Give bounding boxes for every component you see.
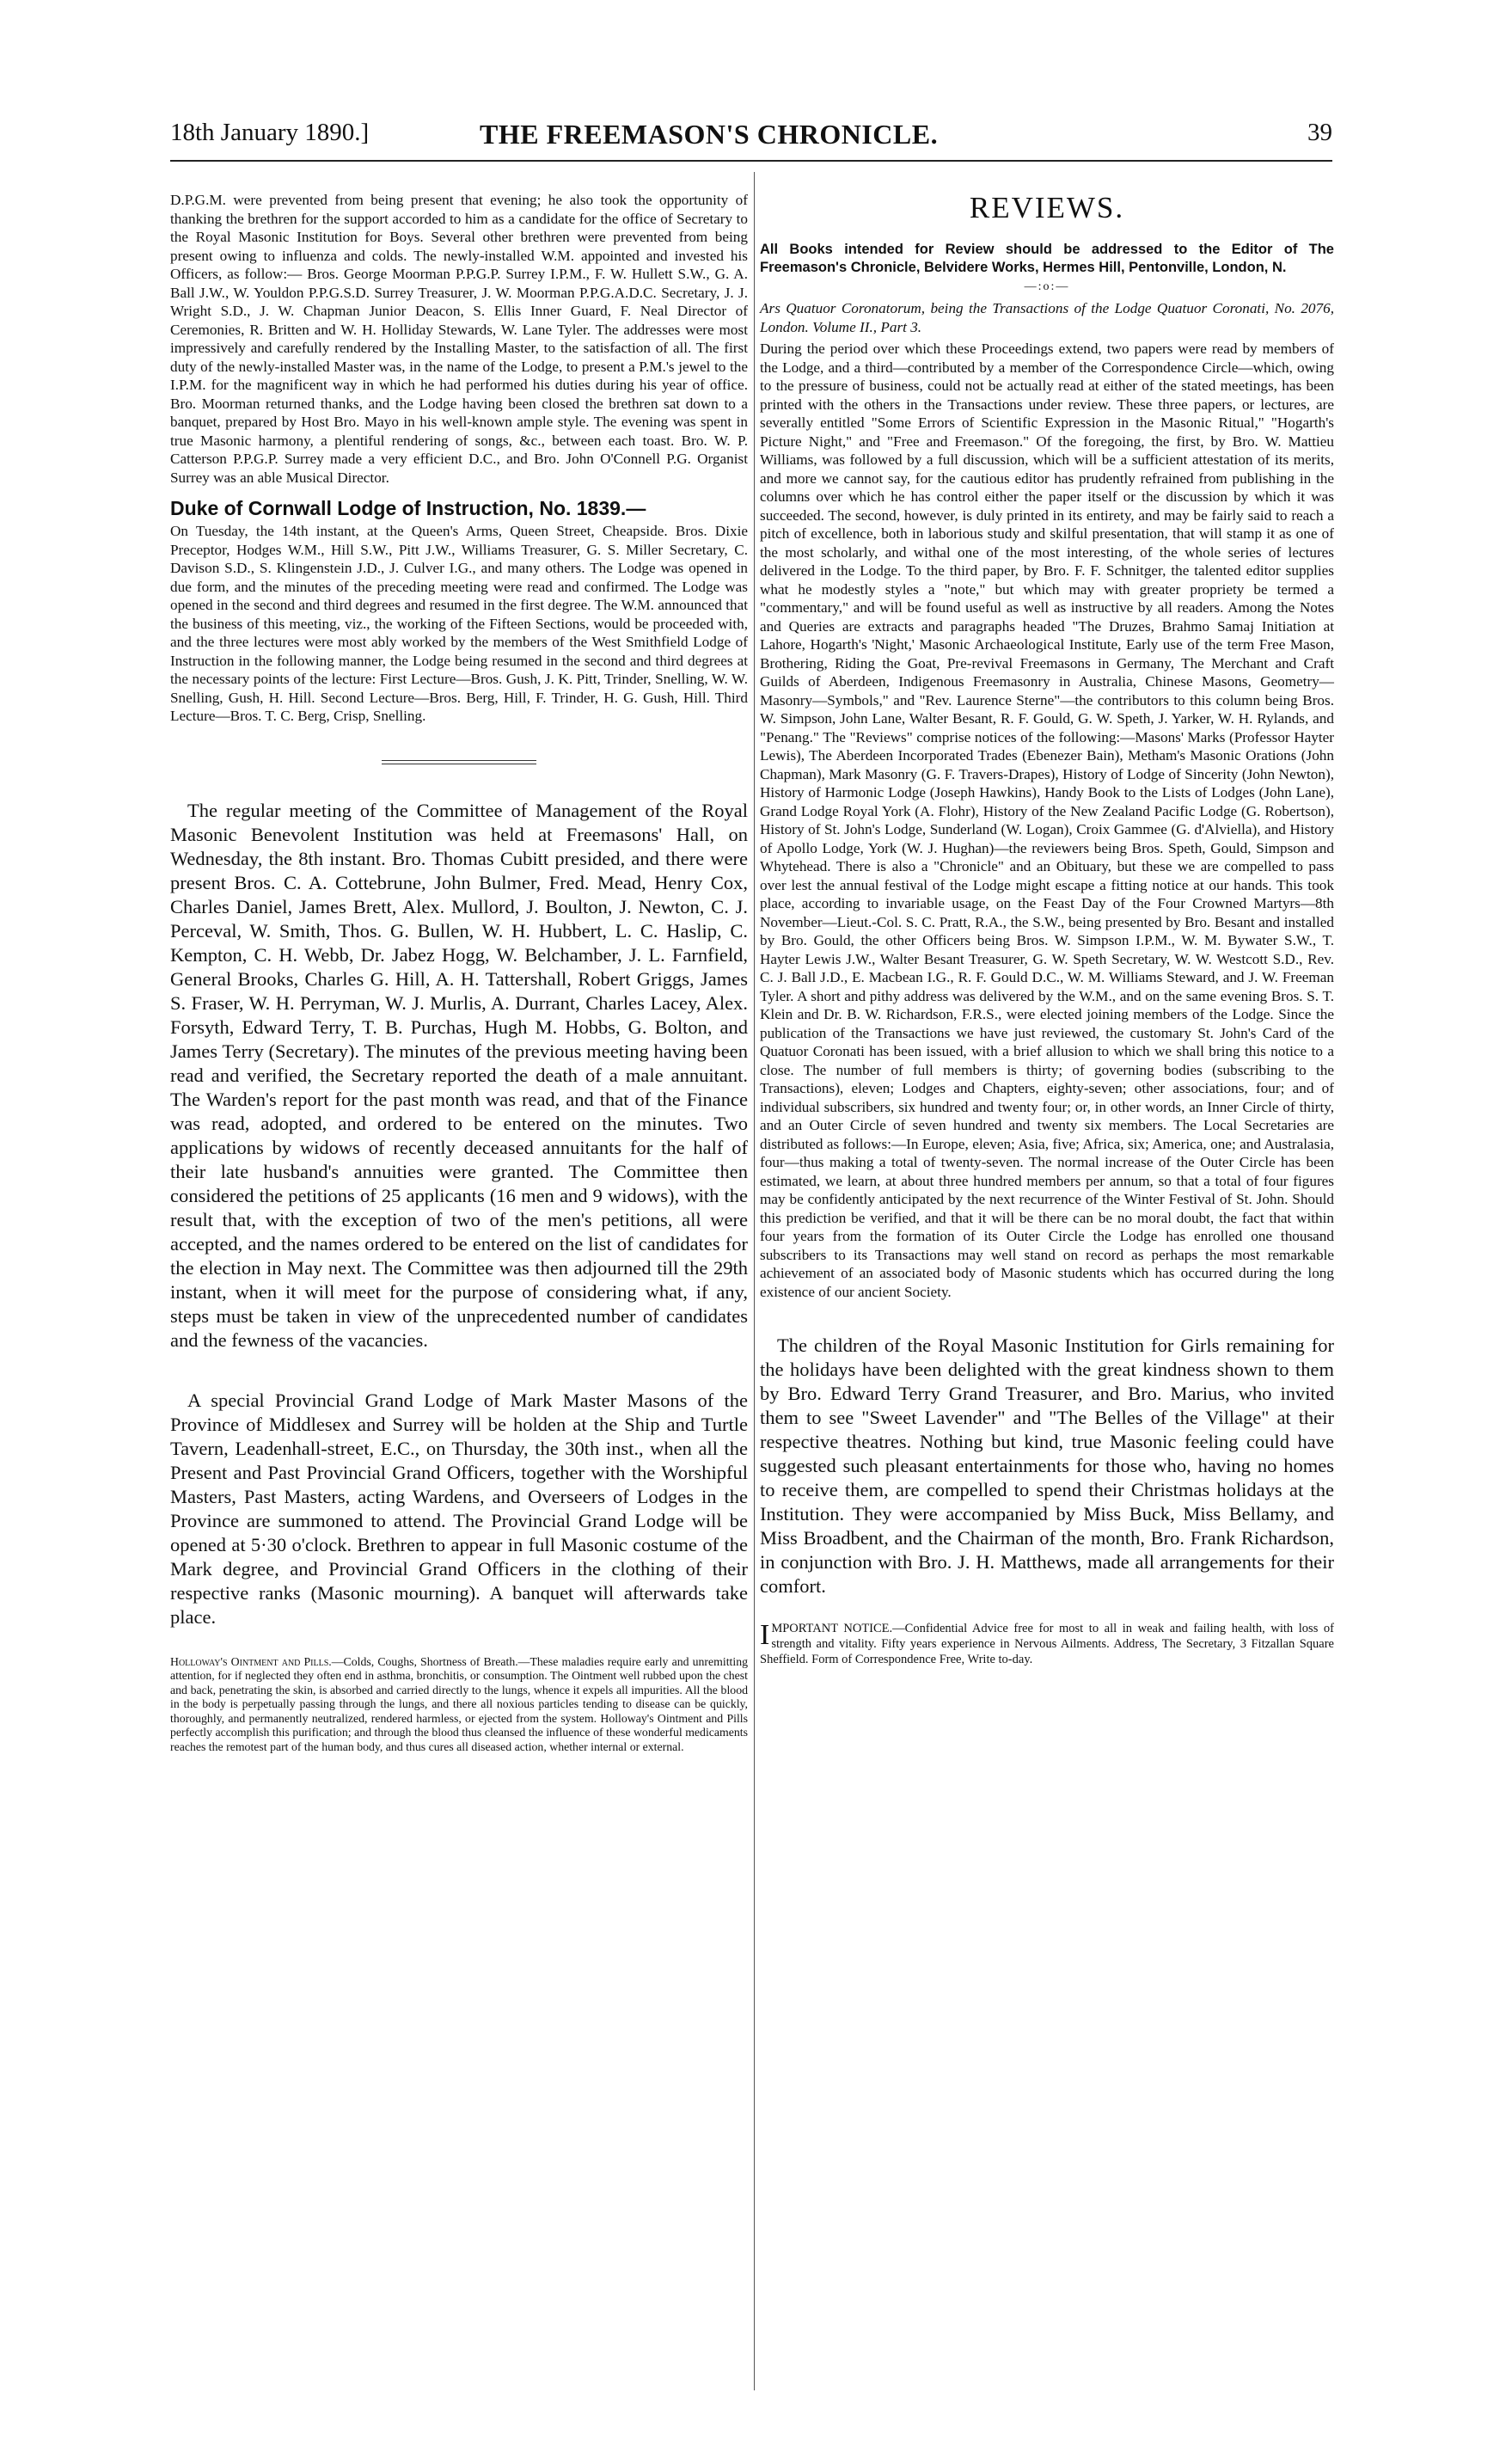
holloway-lead: Holloway's Ointment and Pills. [170,1654,332,1668]
publication-title: THE FREEMASON'S CHRONICLE. [480,119,939,150]
cornwall-lodge-heading: Duke of Cornwall Lodge of Instruction, No. 1839.— [170,497,646,519]
column-divider [754,172,755,2390]
issue-date: 18th January 1890.] [170,119,370,146]
review-body: During the period over which these Proceedings extend, two papers were read by members of the Lodge, and a third—contributed by a member of the Correspondence Circle—which, owing to the pressure of business, could not be actually read at either of the stated meetings, has been printed with the others in the Transactions under review. These three papers, or lectures, are severally entitled "Some Errors of Scientific Expression in the Masonic Ritual," "Hogarth's Picture Night," and "Free and Freemason." Of the foregoing, the first, by Bro. W. Mattieu Williams, was followed by a full discussion, which will be a sufficient attestation of its merits, and more we cannot say, for the cautious editor has prudently refrained from publishing in the columns over which he has control either the paper itself or the discussion by which it was succeeded. The second, however, is duly printed in its entirety, and may be fairly said to reach a pitch of excellence, both in laborious study and skilful presentation, that will stamp it as one of the most scholarly, and withal one of the most interesting, of the whole series of lectures delivered in the Lodge. To the third paper, by Bro. F. F. Schnitger, the talented editor supplies what he modestly styles a "note," but which may with greater propriety be termed a "commentary," and will be found useful as well as instructive by all readers. Among the Notes and Queries are extracts and paragraphs headed "The Druzes, Brahmo Samaj Initiation at Lahore, Hogarth's 'Night,' Masonic Archaeological Institute, Early use of the term Free Mason, Brothering, Riding the Goat, Pre-revival Freemasons in Germany, The Merchant and Craft Guilds of Aberdeen, Indigenous Freemasonry in Australia, Chinese Masons, Geometry—Masonry—Symbols," and "Rev. Laurence Sterne"—the contributors to this column being Bros. W. Simpson, John Lane, Walter Besant, R. F. Gould, G. W. Speth, J. Yarker, W. H. Rylands, and "Penang." The "Reviews" comprise notices of the following:—Masons' Marks (Professor Hayter Lewis), The Aberdeen Incorporated Trades (Ebenezer Bain), Metham's Masonic Orations (John Chapman), Mark Masonry (G. F. Travers-Drapes), History of Lodge of Sincerity (John Newton), History of Harmonic Lodge (Joseph Hawkins), Handy Book to the Lists of Lodges (John Lane), Grand Lodge Royal York (A. Flohr), History of the New Zealand Pacific Lodge (G. Robertson), History of St. John's Lodge, Sunderland (W. Logan), Croix Gammee (G. d'Alviella), and History of Apollo Lodge, York (W. J. Hughan)—the reviewers being Bros. Speth, Gould, Simpson and Whytehead. There is also a "Chronicle" and an Obituary, but these we are compelled to pass over lest the annual festival of the Lodge might escape a fitting notice at our hands. This took place, according to invariable usage, on the Feast Day of the Four Crowned Martyrs—8th November—Lieut.-Col. S. C. Pratt, R.A., the S.W., being presented by Bro. Besant and installed by Bro. Gould, the other Officers being Bros. W. Simpson I.P.M., W. M. Bywater S.W., T. Hayter Lewis J.W., Walter Besant Treasurer, G. W. Speth Secretary, W. W. Westcott S.D., Rev. C. J. Ball J.D., E. Macbean I.G., R. F. Gould D.C., W. M. Williams Steward, and J. W. Freeman Tyler. A short and pithy address was delivered by the W.M., and on the same evening Bros. S. T. Klein and Dr. B. W. Richardson, F.R.S., were elected joining members of the Lodge. Since the publication of the Transactions we have just reviewed, the customary St. John's Card of the Quatuor Coronati has been issued, with a brief allusion to which we shall bring this notice to a close. The number of full members is thirty; of governing bodies (subscribing to the Transactions), eleven; Lodges and Chapters, eighty-seven; other associations, four; and of individual subscribers, six hundred and twenty four; or, in other words, an Inner Circle of thirty, and an Outer Circle of seven hundred and twenty six members. The Local Secretaries are distributed as follows:—In Europe, eleven; Asia, five; Africa, six; America, one; and Australasia, four—thus making a total of twenty-seven. The normal increase of the Outer Circle has been estimated, we learn, at about three hundred members per annum, so that a total of four figures may be confidently anticipated by the next recurrence of the Winter Festival of St. John. Should this prediction be verified, and that it will be there can be no moral doubt, the fact that within four years from the formation of its Outer Circle the Lodge has enrolled one thousand subscribers to its Transactions may well stand on record as perhaps the most remarkable achievement of an associated body of Masonic students which has occurred during the long existence of our ancient Society. [760,340,1334,1300]
masthead-rule [170,160,1332,162]
benevolent-institution-report: The regular meeting of the Committee of Management of the Royal Masonic Benevolent Institution was held at Freemasons' Hall, on Wednesday, the 8th instant. Bro. Thomas Cubitt presided, and there were present Bros. C. A. Cottebrune, John Bulmer, Fred. Mead, Henry Cox, Charles Daniel, James Brett, Alex. Mullord, J. Boulton, J. Newton, C. J. Perceval, W. Smith, Thos. G. Bullen, W. H. Hubbert, L. C. Haslip, C. Kempton, C. H. Webb, Dr. Jabez Hogg, W. Belchamber, J. L. Farnfield, General Brooks, Charles G. Hill, A. H. Tattershall, Robert Griggs, James S. Fraser, W. H. Perryman, W. J. Murlis, A. Durrant, Charles Lacey, Alex. Forsyth, Edward Terry, T. B. Purchas, Hugh M. Hobbs, G. Bolton, and James Terry (Secretary). The minutes of the previous meeting having been read and verified, the Secretary reported the death of a male annuitant. The Warden's report for the past month was read, and that of the Finance was read, adopted, and ordered to be entered on the minutes. Two applications by widows of recently deceased annuitants for the half of their late husband's annuities were granted. The Committee then considered the petitions of 25 applicants (16 men and 9 widows), with the result that, with the exception of two of the men's petitions, all were accepted, and the names ordered to be entered on the list of candidates for the election in May next. The Committee was then adjourned till the 29th instant, when it will meet for the purpose of considering what, if any, steps must be taken in view of the unprecedented number of candidates and the fewness of the vacancies. [170,799,748,1351]
mark-masters-notice: A special Provincial Grand Lodge of Mark Master Masons of the Province of Middlesex and Surrey will be holden at the Ship and Turtle Tavern, Leadenhall-street, E.C., on Thursday, the 30th inst., when all the Present and Past Provincial Grand Officers, together with the Worshipful Masters, Past Masters, acting Wardens, and Overseers of Lodges in the Province are summoned to attend. The Provincial Grand Lodge will be opened at 5·30 o'clock. Brethren to appear in full Masonic costume of the Mark degree, and Provincial Grand Officers in the clothing of their respective ranks (Masonic mourning). A banquet will afterwards take place. [170,1389,748,1628]
left-column [170,191,748,1754]
lodge-installation-report: D.P.G.M. were prevented from being present that evening; he also took the opportunity of thanking the brethren for the support accorded to him as a candidate for the office of Secretary to the Royal Masonic Institution for Boys. Several other brethren were prevented from being present owing to influenza and colds. The newly-installed W.M. appointed and invested his Officers, as follow:— Bros. George Moorman P.P.G.P. Surrey I.P.M., F. W. Hullett S.W., G. A. Ball J.W., W. Youldon P.P.G.S.D. Surrey Treasurer, J. W. Moorman P.P.G.A.D.C. Secretary, J. J. Wright S.D., J. W. Chapman Junior Deacon, S. Ellis Inner Guard, F. Neal Director of Ceremonies, R. Britten and W. H. Holliday Stewards, W. Lane Tyler. The addresses were most impressively and carefully rendered by the Installing Master, to the satisfaction of all. The first duty of the newly-installed Master was, in the name of the Lodge, to present a P.M.'s jewel to the I.P.M. for the magnificent way in which he had performed his duties during his year of office. Bro. Moorman returned thanks, and the Lodge having been closed the brethren sat down to a banquet, prepared by Host Bro. Mayo in his well-known ample style. The evening was spent in true Masonic harmony, a plentiful rendering of songs, &c., between each toast. Bro. W. P. Catterson P.P.G.P. Surrey made a very efficient D.C., and Bro. John O'Connell P.G. Organist Surrey was an able Musical Director. [170,192,748,486]
holloway-advertisement [170,1655,748,1755]
cornwall-lodge-report: On Tuesday, the 14th instant, at the Queen's Arms, Queen Street, Cheapside. Bros. Dixie Preceptor, Hodges W.M., Hill S.W., Pitt J.W., Williams Treasurer, G. S. Miller Secretary, C. Davison S.D., S. Klingenstein J.D., J. Culver I.G., and many others. The Lodge was opened in due form, and the minutes of the preceding meeting were read and confirmed. The Lodge was opened in the second and third degrees and resumed in the first degree. The W.M. announced that the business of this meeting, viz., the working of the Fifteen Sections, would be proceeded with, and the three lectures were most ably worked by the members of the West Smithfield Lodge of Instruction in the following manner, the Lodge being resumed in the second and third degrees at the necessary points of the lecture: First Lecture—Bros. Gush, J. K. Pitt, Trinder, Snelling, W. W. Snelling, Gush, H. Hill. Second Lecture—Bros. Berg, Hill, F. Trinder, H. G. Gush, Hill. Third Lecture—Bros. T. C. Berg, Crisp, Snelling. [170,523,748,724]
important-notice-text: MPORTANT NOTICE.—Confidential Advice free for most to all in weak and failing health, with loss of strength and vitality. Fifty years experience in Nervous Ailments. Address, The Secretary, 3 Fitzallan Square Sheffield. Form of Correspondence Free, Write to-day. [760,1622,1334,1666]
right-column [760,191,1334,1667]
spacer [170,1629,748,1655]
section-separator [382,760,536,764]
reviews-heading: REVIEWS. [969,191,1125,224]
review-title: Ars Quatuor Coronatorum, being the Transactions of the Lodge Quatuor Coronati, No. 2076, London. Volume II., Part 3. [760,300,1334,335]
review-submission-notice: All Books intended for Review should be addressed to the Editor of The Freemason's Chronicle, Belvidere Works, Hermes Hill, Pentonville, London, N. [760,242,1334,275]
important-notice [760,1621,1334,1667]
ornament-divider: —:o:— [1024,280,1070,293]
masthead [170,119,1332,160]
holloway-text: —Colds, Coughs, Shortness of Breath.—These maladies require early and unremitting attention, for if neglected they often end in asthma, bronchitis, or consumption. The Ointment well rubbed upon the chest and back, penetrating the skin, is absorbed and carried directly to the lungs, whence it expels all impurities. All the blood in the body is perpetually passing through the lungs, and there all noxious particles tending to disease can be quickly, thoroughly, and permanently neutralized, rendered harmless, or ejected from the system. Holloway's Ointment and Pills perfectly accomplish this purification; and through the blood thus cleansed the influence of these wonderful medicaments reaches the remotest part of the human body, and thus cures all diseased action, whether internal or external. [170,1654,748,1753]
spacer [760,1301,1334,1328]
girls-institution-report: The children of the Royal Masonic Institution for Girls remaining for the holidays have been delighted with the great kindness shown to them by Bro. Edward Terry Grand Treasurer, and Bro. Marius, who invited them to see "Sweet Lavender" and "The Belles of the Village" at their respective theatres. Nothing but kind, true Masonic feeling could have suggested such pleasant entertainments for those who, having no homes to receive them, are compelled to spend their Christmas holidays at the Institution. They were accompanied by Miss Buck, Miss Bellamy, and Miss Broadbent, and the Chairman of the month, Bro. Frank Richardson, in conjunction with Bro. J. H. Matthews, made all arrangements for their comfort. [760,1334,1334,1597]
drop-cap: I [760,1619,770,1651]
paragraph-gap [170,1353,748,1383]
page-number: 39 [1307,119,1332,146]
